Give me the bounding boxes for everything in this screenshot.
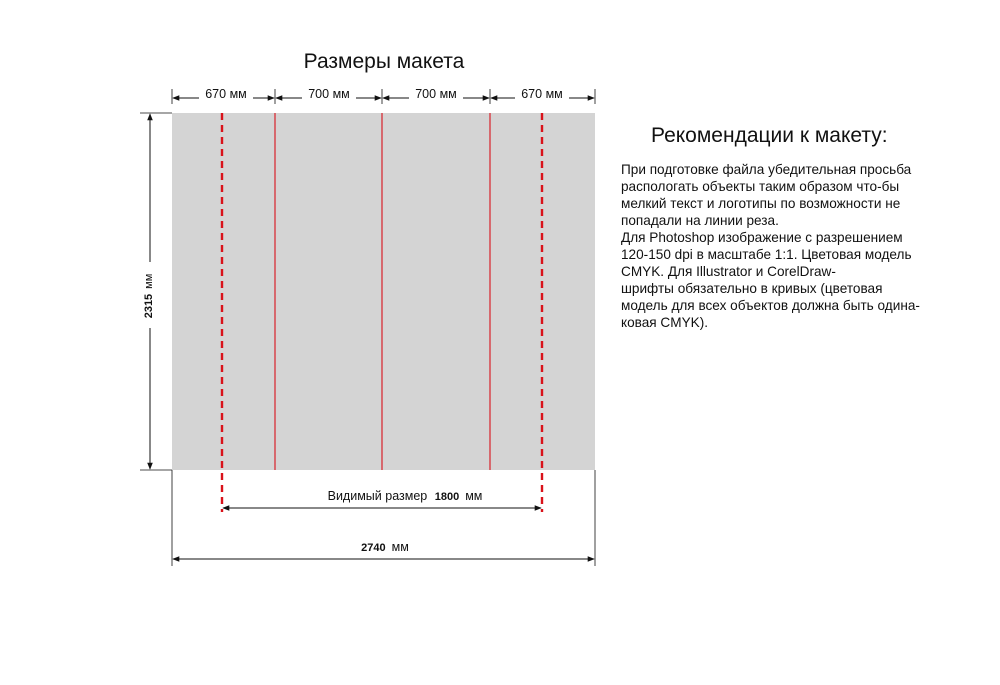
layout-panel bbox=[172, 113, 595, 470]
recommendation-line: мелкий текст и логотипы по возможности не bbox=[621, 196, 901, 211]
visible-size-label: Видимый размер 1800 мм bbox=[327, 489, 483, 503]
recommendation-line: попадали на линии реза. bbox=[621, 213, 779, 228]
recommendation-line: CMYK. Для Illustrator и CorelDraw- bbox=[621, 264, 836, 279]
segment-3-label: 700 мм bbox=[415, 87, 457, 101]
diagram-title: Размеры макета bbox=[303, 50, 465, 73]
segment-2-label: 700 мм bbox=[308, 87, 350, 101]
recommendations-text bbox=[621, 161, 951, 331]
recommendation-line: распологать объекты таким образом что-бы bbox=[621, 179, 900, 194]
recommendation-line: При подготовке файла убедительная просьба bbox=[621, 162, 912, 177]
total-width-label: 2740 мм bbox=[361, 540, 409, 554]
recommendation-line: модель для всех объектов должна быть одина- bbox=[621, 298, 920, 313]
recommendation-line: шрифты обязательно в кривых (цветовая bbox=[621, 281, 883, 296]
recommendations-title: Рекомендации к макету: bbox=[651, 124, 888, 147]
segment-1-label: 670 мм bbox=[205, 87, 247, 101]
segment-4-label: 670 мм bbox=[521, 87, 563, 101]
height-label: 2315мм bbox=[142, 273, 155, 319]
recommendation-line: 120-150 dpi в масштабе 1:1. Цветовая модель bbox=[621, 247, 912, 262]
recommendation-line: Для Photoshop изображение с разрешением bbox=[621, 230, 903, 245]
recommendation-line: ковая CMYK). bbox=[621, 315, 709, 330]
